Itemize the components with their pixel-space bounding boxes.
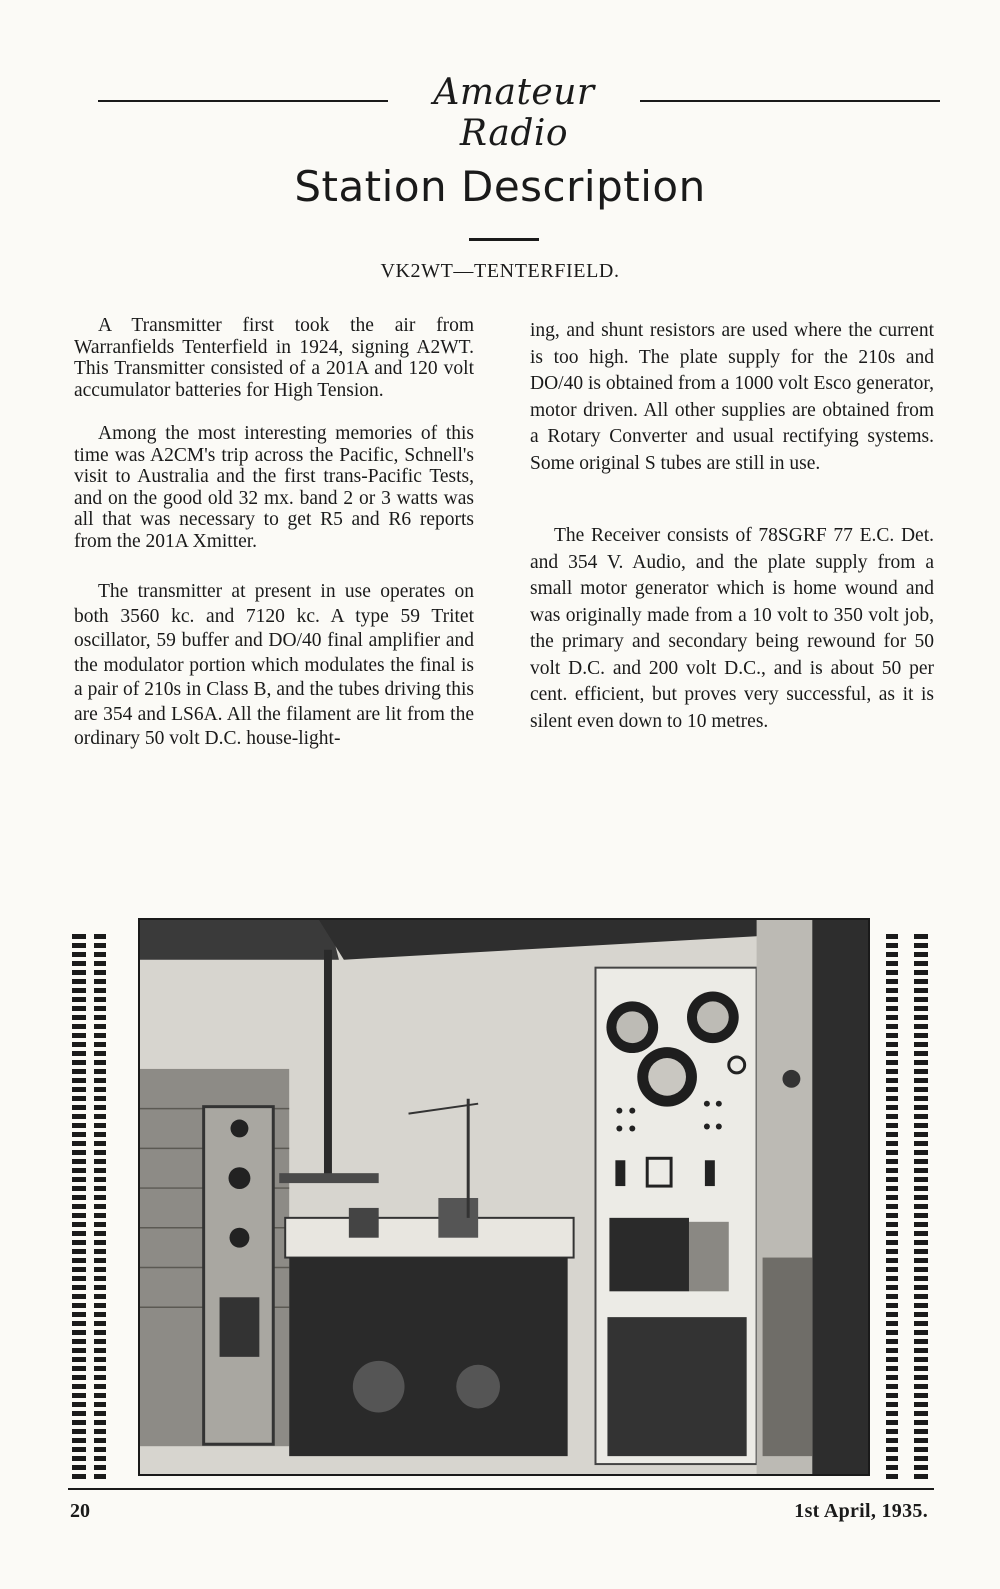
title-divider (469, 238, 539, 241)
masthead (98, 72, 940, 154)
decorative-border (886, 934, 898, 1479)
station-photo (138, 918, 870, 1476)
decorative-border (94, 934, 106, 1479)
paragraph: Among the most interesting memories of this time was A2CM's trip across the Pacific, Schnell's visit to Australia and the first trans-Pacific Tests, and on the good old 32 mx. band 2 or 3 watts was all that was necessary to get R5 and R6 reports from the 201A Xmitter. (74, 423, 474, 552)
decorative-border (72, 934, 86, 1479)
issue-date: 1st April, 1935. (794, 1500, 928, 1522)
right-column (530, 318, 934, 735)
masthead-rule-left (98, 100, 388, 102)
paragraph: A Transmitter first took the air from Warranfields Tenterfield in 1924, signing A2WT. This Transmitter consisted of a 201A and 120 volt accumulator batteries for High Tension. (74, 315, 474, 401)
station-photo-illustration (140, 920, 868, 1474)
paragraph: ing, and shunt resistors are used where the current is too high. The plate supply for the 210s and DO/40 is obtained from a 1000 volt Esco generator, motor driven. All other supplies are obtained from a Rotary Converter and usual rectifying systems. Some original S tubes are still in use. (530, 320, 934, 474)
masthead-rule-right (640, 100, 940, 102)
station-photo-frame (68, 916, 932, 1480)
article-title: Station Description (294, 162, 706, 211)
left-column (74, 315, 474, 752)
decorative-border (914, 934, 928, 1479)
article-subtitle: VK2WT—TENTERFIELD. (380, 260, 620, 282)
footer-rule (68, 1488, 934, 1490)
masthead-logo: Amateur Radio (433, 72, 595, 154)
paragraph: The Receiver consists of 78SGRF 77 E.C. Det. and 354 V. Audio, and the plate supply from a small motor generator which is home wound and was originally made from a 10 volt to 350 volt job, the primary and secondary being rewound for 50 volt D.C. and 200 volt D.C., and is about 50 per cent. efficient, but proves very successful, as it is silent even down to 10 metres. (530, 525, 934, 732)
paragraph: The transmitter at present in use operates on both 3560 kc. and 7120 kc. A type 59 Tritet oscillator, 59 buffer and DO/40 final amplifier and the modulator portion which modulates the final is a pair of 210s in Class B, and the tubes driving this are 354 and LS6A. All the filament are lit from the ordinary 50 volt D.C. house-light- (74, 581, 474, 749)
page-number: 20 (70, 1500, 90, 1522)
